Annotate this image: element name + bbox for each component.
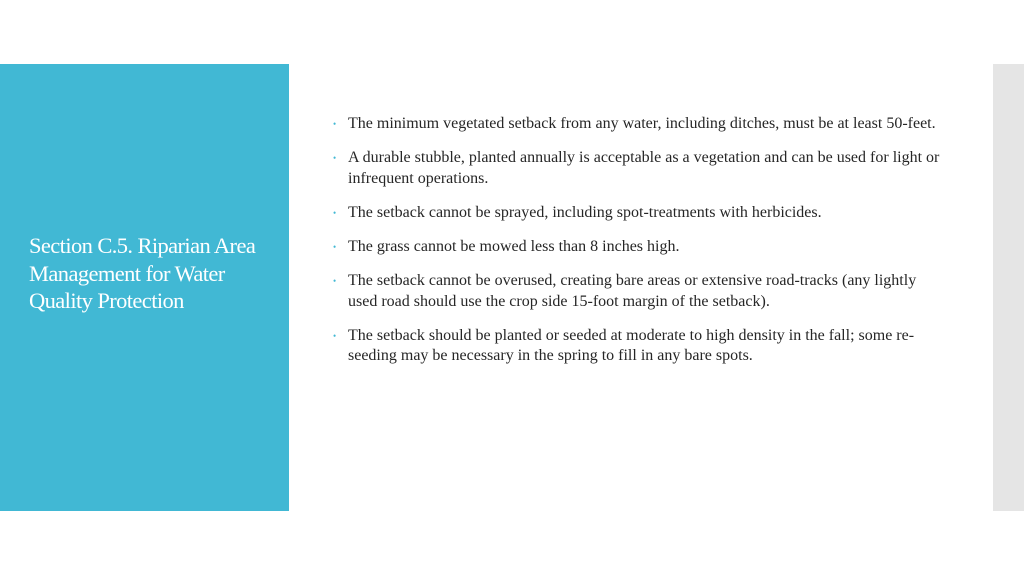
bullet-item [330, 114, 940, 134]
bullet-text: The setback cannot be overused, creating bare areas or extensive road-tracks (any lightly used road should use the crop side 15-foot margin of the setback). [348, 272, 917, 310]
bullet-icon: • [333, 242, 337, 253]
bullet-text: The setback should be planted or seeded at moderate to high density in the fall; some re-seeding may be necessary in the spring to fill in any bare spots. [348, 327, 915, 365]
bullet-text: The grass cannot be mowed less than 8 inches high. [348, 238, 680, 256]
section-title: Section C.5. Riparian Area Management for Water Quality Protection [29, 233, 256, 313]
bullet-text: The minimum vegetated setback from any water, including ditches, must be at least 50-feet. [348, 115, 936, 132]
side-strip [993, 64, 1024, 511]
bullet-item [330, 271, 940, 312]
bullet-icon: • [333, 207, 337, 218]
bullet-icon: • [333, 153, 337, 164]
bullet-list [330, 114, 940, 381]
bullet-text: A durable stubble, planted annually is acceptable as a vegetation and can be used for light or infrequent operations. [348, 149, 940, 187]
bullet-text: The setback cannot be sprayed, including spot-treatments with herbicides. [348, 203, 822, 221]
bullet-item [330, 237, 940, 257]
bullet-icon: • [333, 119, 337, 129]
bullet-icon: • [333, 331, 337, 342]
bullet-icon: • [333, 276, 337, 287]
bullet-item [330, 148, 940, 189]
bullet-item [330, 326, 940, 367]
bullet-item [330, 203, 940, 223]
